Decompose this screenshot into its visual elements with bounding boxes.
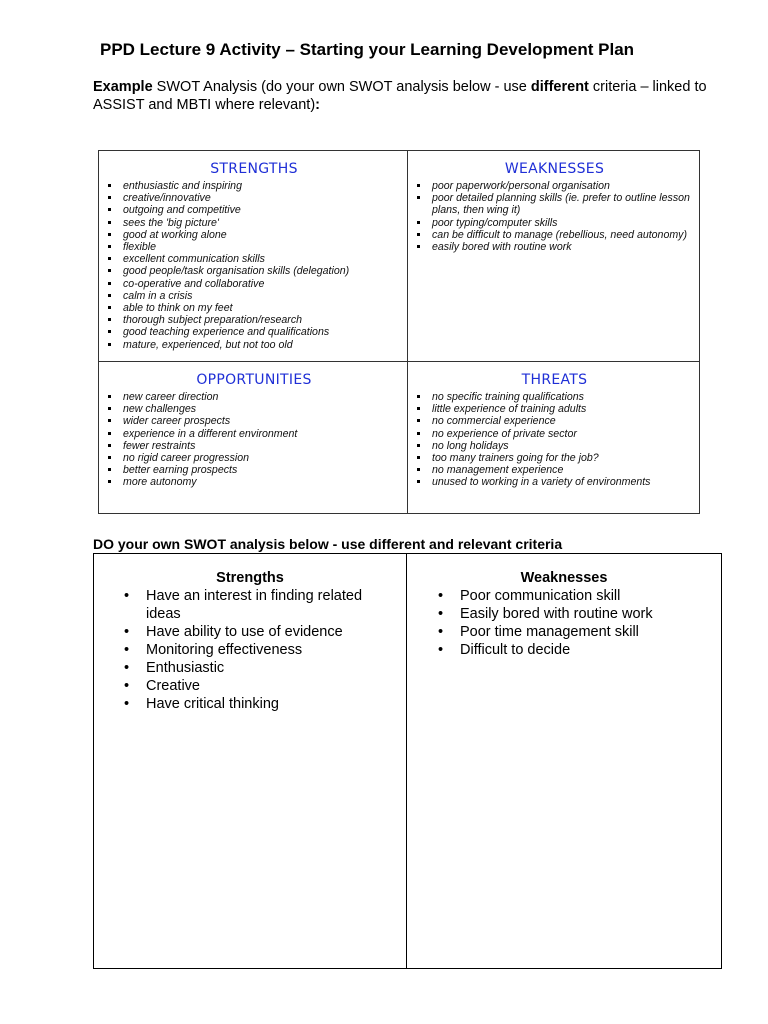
list-item: sees the 'big picture' — [107, 217, 401, 229]
own-strengths-column — [94, 554, 407, 968]
example-strengths-list — [107, 180, 401, 351]
list-item: • Poor communication skill — [407, 587, 721, 605]
list-item: poor typing/computer skills — [416, 217, 693, 229]
page-title: PPD Lecture 9 Activity – Starting your Learning Development Plan — [100, 40, 635, 59]
list-item: no specific training qualifications — [416, 391, 693, 403]
list-item: able to think on my feet — [107, 302, 401, 314]
intro-example-label: Example — [93, 79, 153, 95]
list-item: enthusiastic and inspiring — [107, 180, 401, 192]
list-item: no experience of private sector — [416, 428, 693, 440]
list-item: new career direction — [107, 391, 401, 403]
list-item: no management experience — [416, 464, 693, 476]
example-threats-heading: THREATS — [521, 372, 588, 388]
list-item: no commercial experience — [416, 415, 693, 427]
list-item: poor detailed planning skills (ie. prefer to outline lesson plans, then wing it) — [416, 192, 693, 216]
list-item: • Creative — [94, 677, 406, 695]
example-threats-quadrant — [408, 362, 699, 513]
own-weaknesses-list — [407, 587, 721, 659]
list-item: can be difficult to manage (rebellious, need autonomy) — [416, 229, 693, 241]
list-item: new challenges — [107, 403, 401, 415]
own-swot-table — [93, 553, 722, 969]
list-item: good teaching experience and qualifications — [107, 326, 401, 338]
list-item: no long holidays — [416, 440, 693, 452]
list-item: co-operative and collaborative — [107, 278, 401, 290]
example-strengths-heading: STRENGTHS — [210, 161, 298, 177]
intro-paragraph — [93, 78, 713, 114]
list-item: flexible — [107, 241, 401, 253]
list-item: mature, experienced, but not too old — [107, 339, 401, 351]
list-item: more autonomy — [107, 476, 401, 488]
list-item: • Have critical thinking — [94, 695, 406, 713]
list-item: little experience of training adults — [416, 403, 693, 415]
own-weaknesses-column — [407, 554, 721, 968]
intro-colon: : — [315, 97, 321, 113]
list-item: excellent communication skills — [107, 253, 401, 265]
own-strengths-heading: Strengths — [216, 570, 284, 586]
example-strengths-quadrant — [99, 151, 408, 362]
example-opportunities-quadrant — [99, 362, 408, 513]
list-item: easily bored with routine work — [416, 241, 693, 253]
example-weaknesses-quadrant — [408, 151, 699, 362]
example-opportunities-heading: OPPORTUNITIES — [196, 372, 312, 388]
list-item: thorough subject preparation/research — [107, 314, 401, 326]
example-opportunities-list — [107, 391, 401, 489]
example-threats-list — [416, 391, 693, 489]
own-strengths-list — [94, 587, 406, 713]
example-weaknesses-heading: WEAKNESSES — [504, 161, 605, 177]
list-item: experience in a different environment — [107, 428, 401, 440]
list-item: • Difficult to decide — [407, 641, 721, 659]
list-item: too many trainers going for the job? — [416, 452, 693, 464]
list-item: creative/innovative — [107, 192, 401, 204]
list-item: • Enthusiastic — [94, 659, 406, 677]
intro-different-label: different — [530, 79, 589, 95]
intro-text-1: SWOT Analysis (do your own SWOT analysis below - use — [152, 79, 531, 95]
list-item: • Easily bored with routine work — [407, 605, 721, 623]
own-swot-heading: DO your own SWOT analysis below - use different and relevant criteria — [93, 536, 563, 552]
list-item: • Have ability to use of evidence — [94, 623, 406, 641]
list-item: unused to working in a variety of environments — [416, 476, 693, 488]
own-weaknesses-heading: Weaknesses — [520, 570, 608, 586]
list-item: • Have an interest in finding related ideas — [94, 587, 406, 623]
list-item: • Poor time management skill — [407, 623, 721, 641]
list-item: better earning prospects — [107, 464, 401, 476]
list-item: no rigid career progression — [107, 452, 401, 464]
list-item: outgoing and competitive — [107, 204, 401, 216]
list-item: fewer restraints — [107, 440, 401, 452]
intro-text-2: criteria – linked to ASSIST and MBTI where relevant) — [93, 79, 707, 113]
list-item: good at working alone — [107, 229, 401, 241]
list-item: good people/task organisation skills (delegation) — [107, 265, 401, 277]
example-swot-grid — [98, 150, 700, 514]
list-item: wider career prospects — [107, 415, 401, 427]
list-item: poor paperwork/personal organisation — [416, 180, 693, 192]
example-weaknesses-list — [416, 180, 693, 253]
list-item: • Monitoring effectiveness — [94, 641, 406, 659]
list-item: calm in a crisis — [107, 290, 401, 302]
